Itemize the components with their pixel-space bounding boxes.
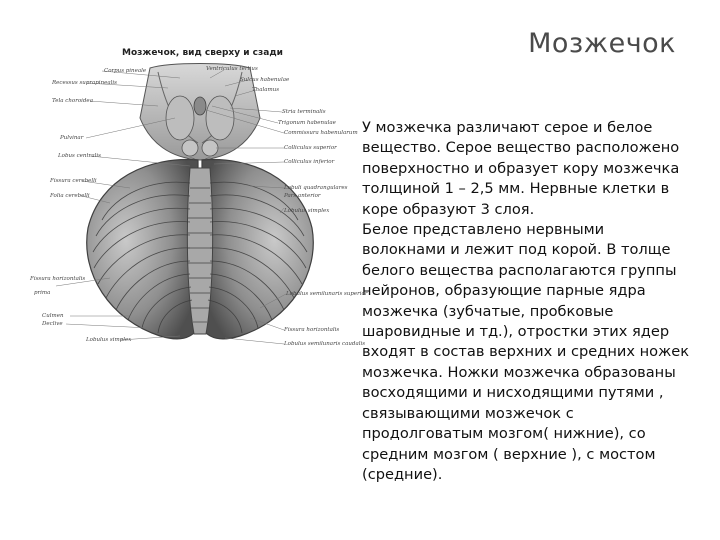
- figure-label: Lobulus simplex: [86, 337, 132, 343]
- figure-label: Tela choroidea: [52, 98, 93, 104]
- figure-label: Lobulus semilunaris superior: [286, 291, 368, 297]
- figure-label: Lobuli quadrangulares: [284, 185, 348, 191]
- figure-label: Fissura cerebelli: [50, 178, 97, 184]
- figure-label: Lobus centralis: [58, 153, 101, 159]
- figure-label: Corpus pineale: [104, 68, 147, 74]
- paragraph-white-matter: Белое представлено нервными волокнами и лежит под корой. В толще белого вещества располагаются группы нейронов, образующие парные ядра мозжечка (зубчатые, пробковые шаровидные и тд.), отростки этих ядер входят в состав верхних и средних ножек мозжечка. Ножки мозжечка образованы восходящими и нисходящими путями , связывающими мозжечок с продолговатым мозгом( нижние), со средним мозгом ( верхние ), с мостом (средние).: [362, 221, 690, 483]
- figure-label: Culmen: [42, 313, 64, 319]
- slide-title: Мозжечок: [528, 28, 676, 59]
- figure-caption: Мозжечок, вид сверху и сзади: [122, 48, 283, 58]
- figure-label: Fissura horizontalis: [284, 327, 340, 333]
- figure-label: Recessus suprapinealis: [52, 80, 117, 86]
- figure-label: Folia cerebelli: [50, 193, 90, 199]
- figure-label: Fissura horizontalis: [30, 276, 86, 282]
- figure-label: Colliculus inferior: [284, 159, 335, 165]
- figure-label: Ventriculus tertius: [206, 66, 258, 72]
- figure-label: Pulvinar: [60, 135, 84, 141]
- cerebellum-drawing: [30, 48, 366, 360]
- figure-label: Sulcus habenulae: [240, 77, 290, 83]
- figure-label: Pars anterior: [284, 193, 321, 199]
- figure-label: Lobulus simplex: [284, 208, 330, 214]
- figure-label: Stria terminalis: [282, 109, 326, 115]
- figure-label: Lobulus semilunaris caudalis: [284, 341, 366, 347]
- slide-body: [362, 118, 692, 485]
- figure-label: Thalamus: [252, 87, 280, 93]
- figure-label: Commissura habenularum: [284, 130, 358, 136]
- figure-label: Declive: [42, 321, 63, 327]
- figure-label: prima: [34, 290, 51, 296]
- cerebellum-illustration: [30, 48, 366, 360]
- figure-label: Trigonum habenulae: [278, 120, 336, 126]
- figure-label: Colliculus superior: [284, 145, 337, 151]
- paragraph-grey-matter: У мозжечка различают серое и белое вещество. Серое вещество расположено поверхностно и образует кору мозжечка толщиной 1 – 2,5 мм. Нервные клетки в коре образуют 3 слоя.: [362, 119, 680, 218]
